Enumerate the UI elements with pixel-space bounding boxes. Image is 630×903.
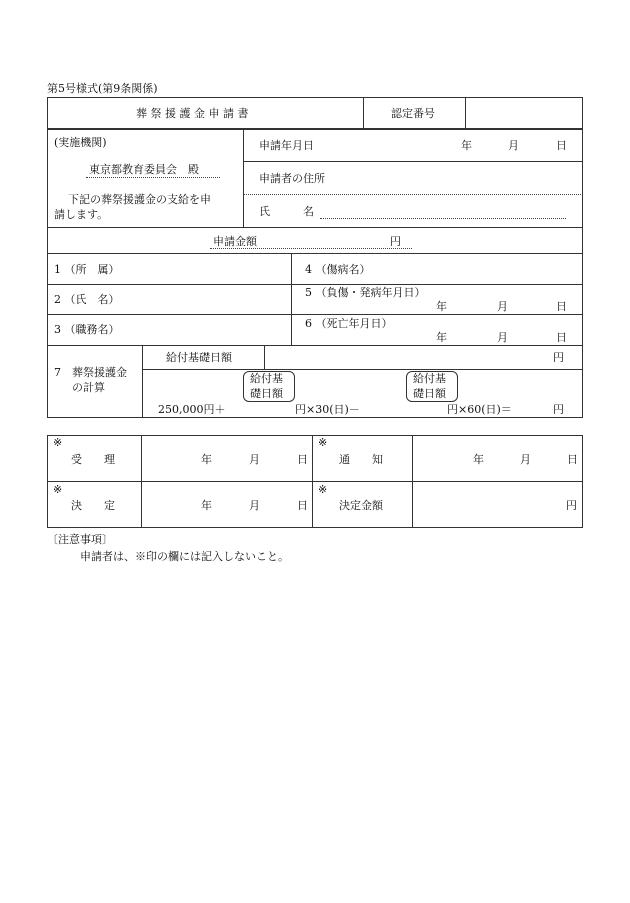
bracket2-line2: 礎日額 [413, 387, 446, 400]
notes-heading: 〔注意事項〕 [47, 533, 113, 546]
notice-day-unit: 日 [567, 453, 578, 466]
addressee: 東京都教育委員会 殿 [89, 163, 199, 176]
notice-year-unit: 年 [473, 453, 484, 466]
calc-base-amount: 250,000円＋ [158, 403, 226, 416]
calc-label-line1: 7 葬祭援護金 [54, 366, 127, 379]
bracket1-line2: 礎日額 [250, 387, 283, 400]
divider [47, 227, 583, 228]
injury-year-unit: 年 [436, 300, 447, 313]
notice-month-unit: 月 [520, 453, 531, 466]
base-daily-label: 給付基礎日額 [166, 351, 232, 364]
divider [412, 435, 413, 528]
app-year-unit: 年 [461, 139, 472, 152]
calc-times30: 円×30(日)－ [295, 403, 360, 416]
calc-result-yen-unit: 円 [553, 403, 564, 416]
divider [47, 253, 583, 254]
item-injury-date: 5 （負傷・発病年月日） [305, 286, 426, 299]
item-affiliation: 1 （所 属） [54, 263, 120, 276]
injury-month-unit: 月 [497, 300, 508, 313]
divider [465, 97, 466, 129]
applicant-address-label: 申請者の住所 [259, 172, 325, 185]
notes-text: 申請者は、※印の欄には記入しないこと。 [80, 550, 289, 563]
divider [141, 435, 142, 528]
received-year-unit: 年 [201, 453, 212, 466]
base-daily-yen-unit: 円 [553, 351, 564, 364]
decision-month-unit: 月 [249, 499, 260, 512]
name-underline [320, 218, 566, 219]
item-job-title: 3 （職務名） [54, 323, 120, 336]
app-day-unit: 日 [556, 139, 567, 152]
applicant-name-label: 氏 名 [259, 205, 314, 218]
decision-label: 決 定 [71, 499, 115, 512]
divider [47, 284, 583, 285]
divider [291, 253, 292, 345]
office-mark: ※ [53, 483, 63, 496]
office-mark: ※ [53, 436, 63, 449]
addressee-underline [86, 177, 220, 178]
cert-number-label: 認定番号 [391, 107, 435, 120]
divider [363, 97, 364, 129]
divider [312, 435, 313, 528]
request-text-line2: 請します。 [54, 208, 109, 221]
item-illness: 4 （傷病名） [305, 263, 371, 276]
injury-day-unit: 日 [556, 300, 567, 313]
dotted-divider [243, 194, 583, 195]
death-month-unit: 月 [497, 331, 508, 344]
calc-times60: 円×60(日)＝ [447, 403, 512, 416]
divider [47, 314, 583, 315]
received-label: 受 理 [71, 453, 115, 466]
request-text-line1: 下記の葬祭援護金の支給を申 [68, 193, 211, 206]
item-name: 2 （氏 名） [54, 293, 120, 306]
item-death-date: 6 （死亡年月日） [305, 317, 393, 330]
calc-label-line2: の計算 [72, 381, 105, 394]
divider [264, 345, 265, 369]
notice-label: 通 知 [339, 453, 383, 466]
divider [47, 481, 583, 482]
divider [47, 345, 583, 346]
office-mark: ※ [318, 436, 328, 449]
amount-label: 申請金額 [213, 235, 257, 248]
decision-day-unit: 日 [297, 499, 308, 512]
agency-label: (実施機関) [54, 136, 107, 149]
decision-year-unit: 年 [201, 499, 212, 512]
divider [243, 129, 244, 227]
header-row [47, 97, 583, 129]
received-day-unit: 日 [297, 453, 308, 466]
amount-yen-unit: 円 [390, 235, 401, 248]
divider [243, 161, 583, 162]
death-day-unit: 日 [556, 331, 567, 344]
form-number: 第5号様式(第9条関係) [47, 82, 158, 95]
amount-underline [210, 248, 412, 249]
decided-amount-label: 決定金額 [339, 499, 383, 512]
form-title: 葬 祭 援 護 金 申 請 書 [136, 107, 249, 120]
decided-amount-yen-unit: 円 [566, 499, 577, 512]
divider [142, 345, 143, 418]
received-month-unit: 月 [249, 453, 260, 466]
application-date-label: 申請年月日 [259, 139, 314, 152]
office-mark: ※ [318, 483, 328, 496]
bracket1-line1: 給付基 [250, 372, 283, 385]
death-year-unit: 年 [436, 331, 447, 344]
divider [142, 369, 583, 370]
app-month-unit: 月 [508, 139, 519, 152]
bracket2-line1: 給付基 [413, 372, 446, 385]
